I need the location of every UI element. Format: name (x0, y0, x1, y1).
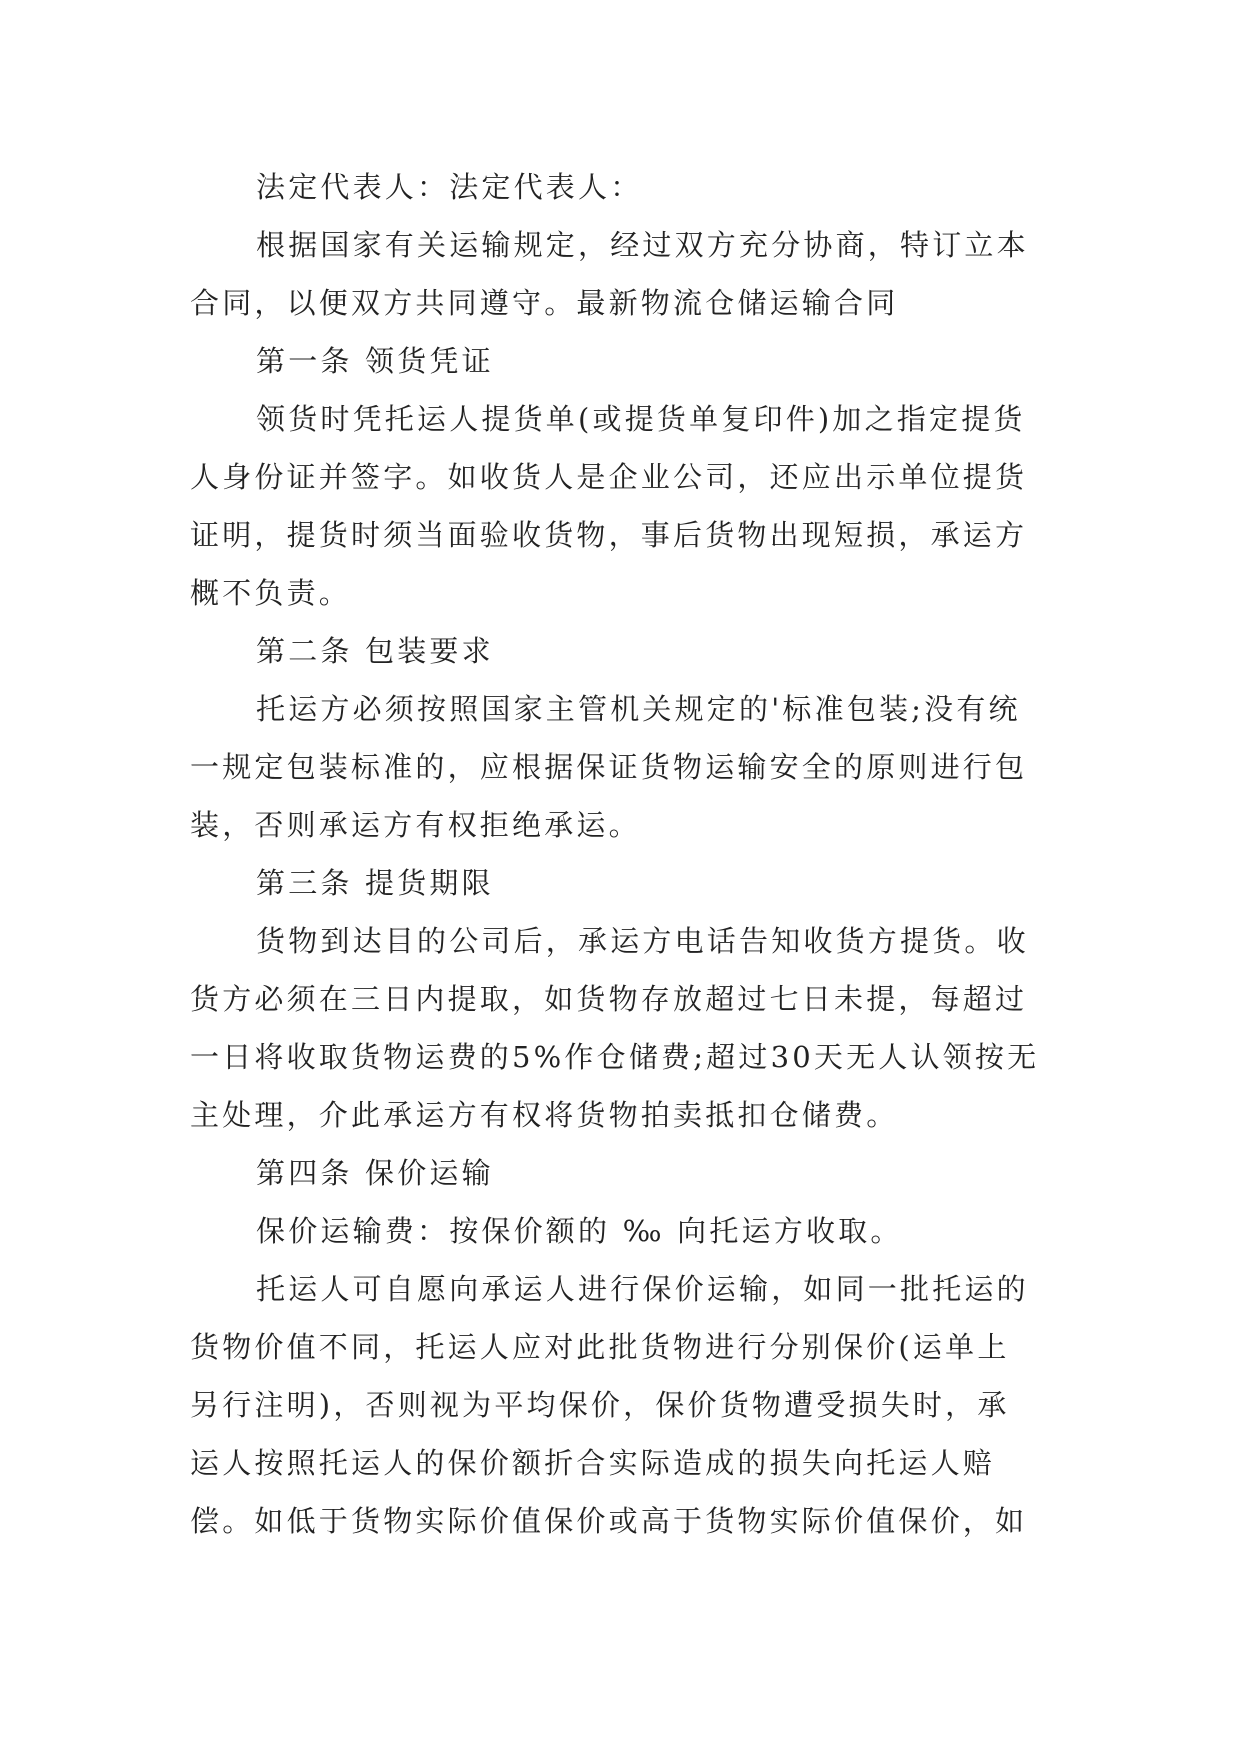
paragraph-line: 运人按照托运人的保价额折合实际造成的损失向托运人赔 (190, 1446, 996, 1480)
paragraph-line: 货物到达目的公司后，承运方电话告知收货方提货。收 (256, 924, 1029, 958)
paragraph-line: 货方必须在三日内提取，如货物存放超过七日未提，每超过 (190, 982, 1028, 1016)
article-1-heading: 第一条 领货凭证 (256, 344, 494, 378)
paragraph-line: 一规定包装标准的，应根据保证货物运输安全的原则进行包 (190, 750, 1028, 784)
paragraph-line: 领货时凭托运人提货单(或提货单复印件)加之指定提货 (256, 402, 1026, 436)
article-2-heading: 第二条 包装要求 (256, 634, 494, 668)
document-page (190, 158, 1052, 1550)
paragraph-line: 主处理，介此承运方有权将货物拍卖抵扣仓储费。 (190, 1098, 899, 1132)
paragraph-line: 装，否则承运方有权拒绝承运。 (190, 808, 641, 842)
article-3-heading: 第三条 提货期限 (256, 866, 494, 900)
paragraph-line: 人身份证并签字。如收货人是企业公司，还应出示单位提货 (190, 460, 1028, 494)
paragraph-line: 另行注明)，否则视为平均保价，保价货物遭受损失时，承 (190, 1388, 1010, 1422)
paragraph-line: 概不负责。 (190, 576, 352, 610)
paragraph-line: 托运人可自愿向承运人进行保价运输，如同一批托运的 (256, 1272, 1029, 1306)
paragraph-line: 证明，提货时须当面验收货物，事后货物出现短损，承运方 (190, 518, 1028, 552)
article-4-heading: 第四条 保价运输 (256, 1156, 494, 1190)
paragraph-line: 一日将收取货物运费的5%作仓储费;超过30天无人认领按无 (190, 1040, 1040, 1074)
paragraph-line: 货物价值不同，托运人应对此批货物进行分别保价(运单上 (190, 1330, 1010, 1364)
paragraph-line: 托运方必须按照国家主管机关规定的'标准包装;没有统 (256, 692, 1021, 726)
legal-representative-line: 法定代表人：法定代表人： (256, 170, 643, 204)
paragraph-line: 保价运输费：按保价额的 ‰ 向托运方收取。 (256, 1214, 903, 1248)
paragraph-line: 偿。如低于货物实际价值保价或高于货物实际价值保价，如 (190, 1504, 1028, 1538)
paragraph-line: 合同，以便双方共同遵守。最新物流仓储运输合同 (190, 286, 899, 320)
paragraph-line: 根据国家有关运输规定，经过双方充分协商，特订立本 (256, 228, 1029, 262)
